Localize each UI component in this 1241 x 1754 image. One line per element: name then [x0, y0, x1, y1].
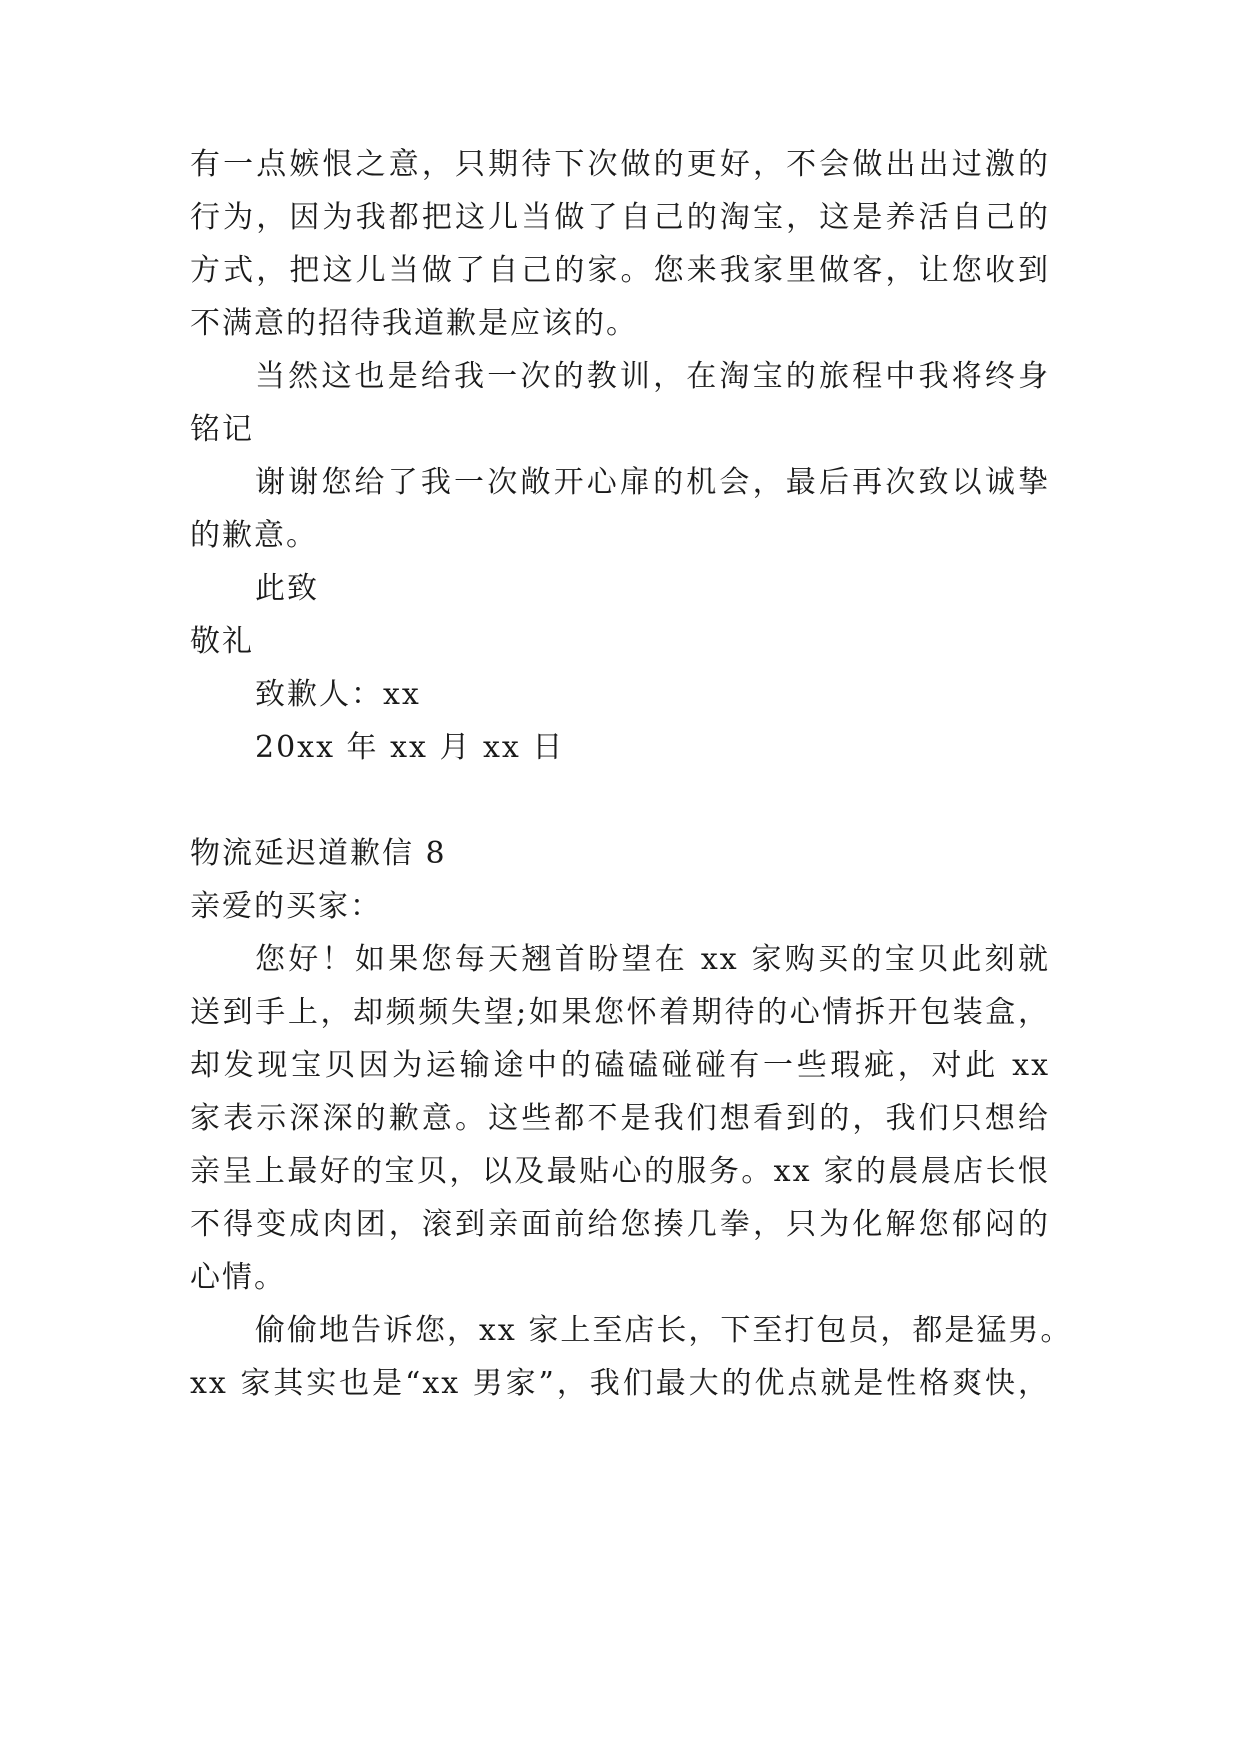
- paragraph-line: 的歉意。: [190, 518, 318, 553]
- paragraph-line: 送到手上，却频频失望;如果您怀着期待的心情拆开包装盒，: [190, 995, 1050, 1030]
- paragraph-line: 亲呈上最好的宝贝，以及最贴心的服务。xx 家的晨晨店长恨: [190, 1154, 1050, 1189]
- section-title: 物流延迟道歉信 8: [190, 836, 447, 871]
- closing-text: 此致: [255, 571, 319, 606]
- paragraph-line: 您好！如果您每天翘首盼望在 xx 家购买的宝贝此刻就: [255, 942, 1050, 977]
- paragraph-line: 不满意的招待我道歉是应该的。: [190, 306, 638, 341]
- paragraph-line: 偷偷地告诉您，xx 家上至店长，下至打包员，都是猛男。: [255, 1313, 1073, 1348]
- paragraph-line: 铭记: [190, 412, 254, 447]
- paragraph-line: 却发现宝贝因为运输途中的磕磕碰碰有一些瑕疵，对此 xx: [190, 1048, 1050, 1083]
- paragraph-line: 当然这也是给我一次的教训，在淘宝的旅程中我将终身: [255, 359, 1050, 394]
- paragraph-line: 有一点嫉恨之意，只期待下次做的更好，不会做出出过激的: [190, 147, 1050, 182]
- salute-text: 敬礼: [190, 624, 254, 659]
- paragraph-line: 行为，因为我都把这儿当做了自己的淘宝，这是养活自己的: [190, 200, 1050, 235]
- date-text: 20xx 年 xx 月 xx 日: [255, 730, 565, 765]
- paragraph-line: 家表示深深的歉意。这些都不是我们想看到的，我们只想给: [190, 1101, 1050, 1136]
- paragraph-line: xx 家其实也是“xx 男家”，我们最大的优点就是性格爽快，: [190, 1366, 1050, 1401]
- paragraph-line: 谢谢您给了我一次敞开心扉的机会，最后再次致以诚挚: [255, 465, 1050, 500]
- greeting-text: 亲爱的买家：: [190, 889, 382, 924]
- paragraph-line: 不得变成肉团，滚到亲面前给您揍几拳，只为化解您郁闷的: [190, 1207, 1050, 1242]
- paragraph-line: 心情。: [190, 1260, 286, 1295]
- paragraph-line: 方式，把这儿当做了自己的家。您来我家里做客，让您收到: [190, 253, 1050, 288]
- signature-text: 致歉人：xx: [255, 677, 421, 712]
